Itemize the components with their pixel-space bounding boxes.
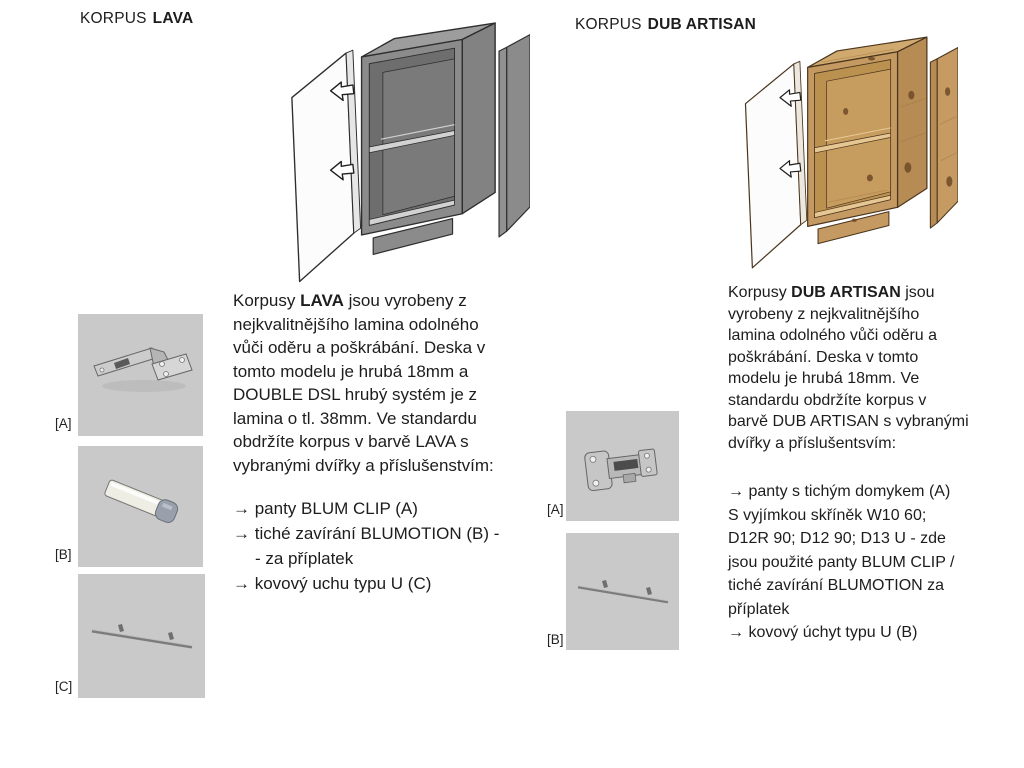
text-line: DOUBLE DSL hrubý systém je z (233, 385, 478, 404)
text-line: dvířky a příslušentsvím: (728, 434, 897, 452)
text-line: → panty s tichým domykem (A) (728, 483, 951, 500)
text-line: lamina odolného vůči oděru a (728, 327, 938, 344)
text-line: D12R 90; D12 90; D13 U - zde (728, 530, 946, 547)
dub-cabinet-illustration (742, 20, 958, 272)
text-line: standardu obdržíte korpus v (728, 391, 927, 409)
text-line: modelu je hrubá 18mm. Ve (728, 370, 920, 387)
text-line: S vyjímkou skříněk W10 60; (728, 506, 927, 524)
blumotion-damper-icon (78, 446, 203, 567)
text-line: lamina o tl. 38mm. Ve standardu (233, 408, 477, 428)
lava-product-image-b (78, 446, 203, 567)
dub-product-image-a (566, 411, 679, 521)
label-b-right: [B] (547, 632, 564, 647)
text-line: obdržíte korpus v barvě LAVA s (233, 432, 469, 451)
text-line: Korpusy LAVA jsou vyrobeny z (233, 291, 467, 310)
text-line: → kovový úchyt typu U (B) (728, 624, 918, 641)
lava-product-image-c (78, 574, 205, 698)
text-line: jsou použité panty BLUM CLIP / (728, 553, 955, 571)
text-line: tiché zavírání BLUMOTION za (728, 577, 945, 594)
korpus-label: KORPUS (575, 16, 642, 33)
text-line: → tiché zavírání BLUMOTION (B) - (233, 524, 500, 543)
text-line: Korpusy DUB ARTISAN jsou (728, 284, 935, 301)
text-line: nejkvalitnějšího lamina odolného (233, 314, 479, 334)
text-line: barvě DUB ARTISAN s vybranými (728, 413, 969, 430)
lava-description (233, 289, 523, 477)
text-line: → kovový uchu typu U (C) (233, 574, 432, 593)
lava-name: LAVA (152, 10, 194, 27)
text-line: - za příplatek (255, 549, 354, 568)
lava-features-list (233, 496, 533, 596)
clip-hinge-icon (78, 314, 203, 436)
label-a-right: [A] (547, 502, 564, 517)
text-line: vybranými dvířky a příslušenstvím: (233, 455, 494, 475)
text-line: tomto modelu je hrubá 18mm a (233, 361, 469, 381)
text-line: vůči oděru a poškrábání. Deska v (233, 338, 486, 357)
label-c-left: [C] (55, 679, 73, 694)
dub-product-image-b (566, 533, 679, 650)
dub-artisan-name: DUB ARTISAN (647, 16, 757, 33)
korpus-label: KORPUS (80, 10, 147, 27)
text-line: příplatek (728, 600, 790, 618)
label-a-left: [A] (55, 416, 72, 431)
text-line: poškrábání. Deska v tomto (728, 348, 919, 366)
u-handle-icon (78, 574, 205, 698)
u-handle-icon (566, 533, 679, 650)
lava-cabinet-illustration (288, 4, 530, 286)
lava-product-image-a (78, 314, 203, 436)
dub-section-title (575, 16, 756, 34)
dub-description (728, 282, 988, 454)
clip-hinge-compact-icon (566, 411, 679, 521)
lava-section-title (80, 10, 193, 28)
dub-features-list (728, 480, 998, 645)
text-line: → panty BLUM CLIP (A) (233, 499, 418, 518)
text-line: vyrobeny z nejkvalitnějšího (728, 305, 920, 323)
label-b-left: [B] (55, 547, 72, 562)
